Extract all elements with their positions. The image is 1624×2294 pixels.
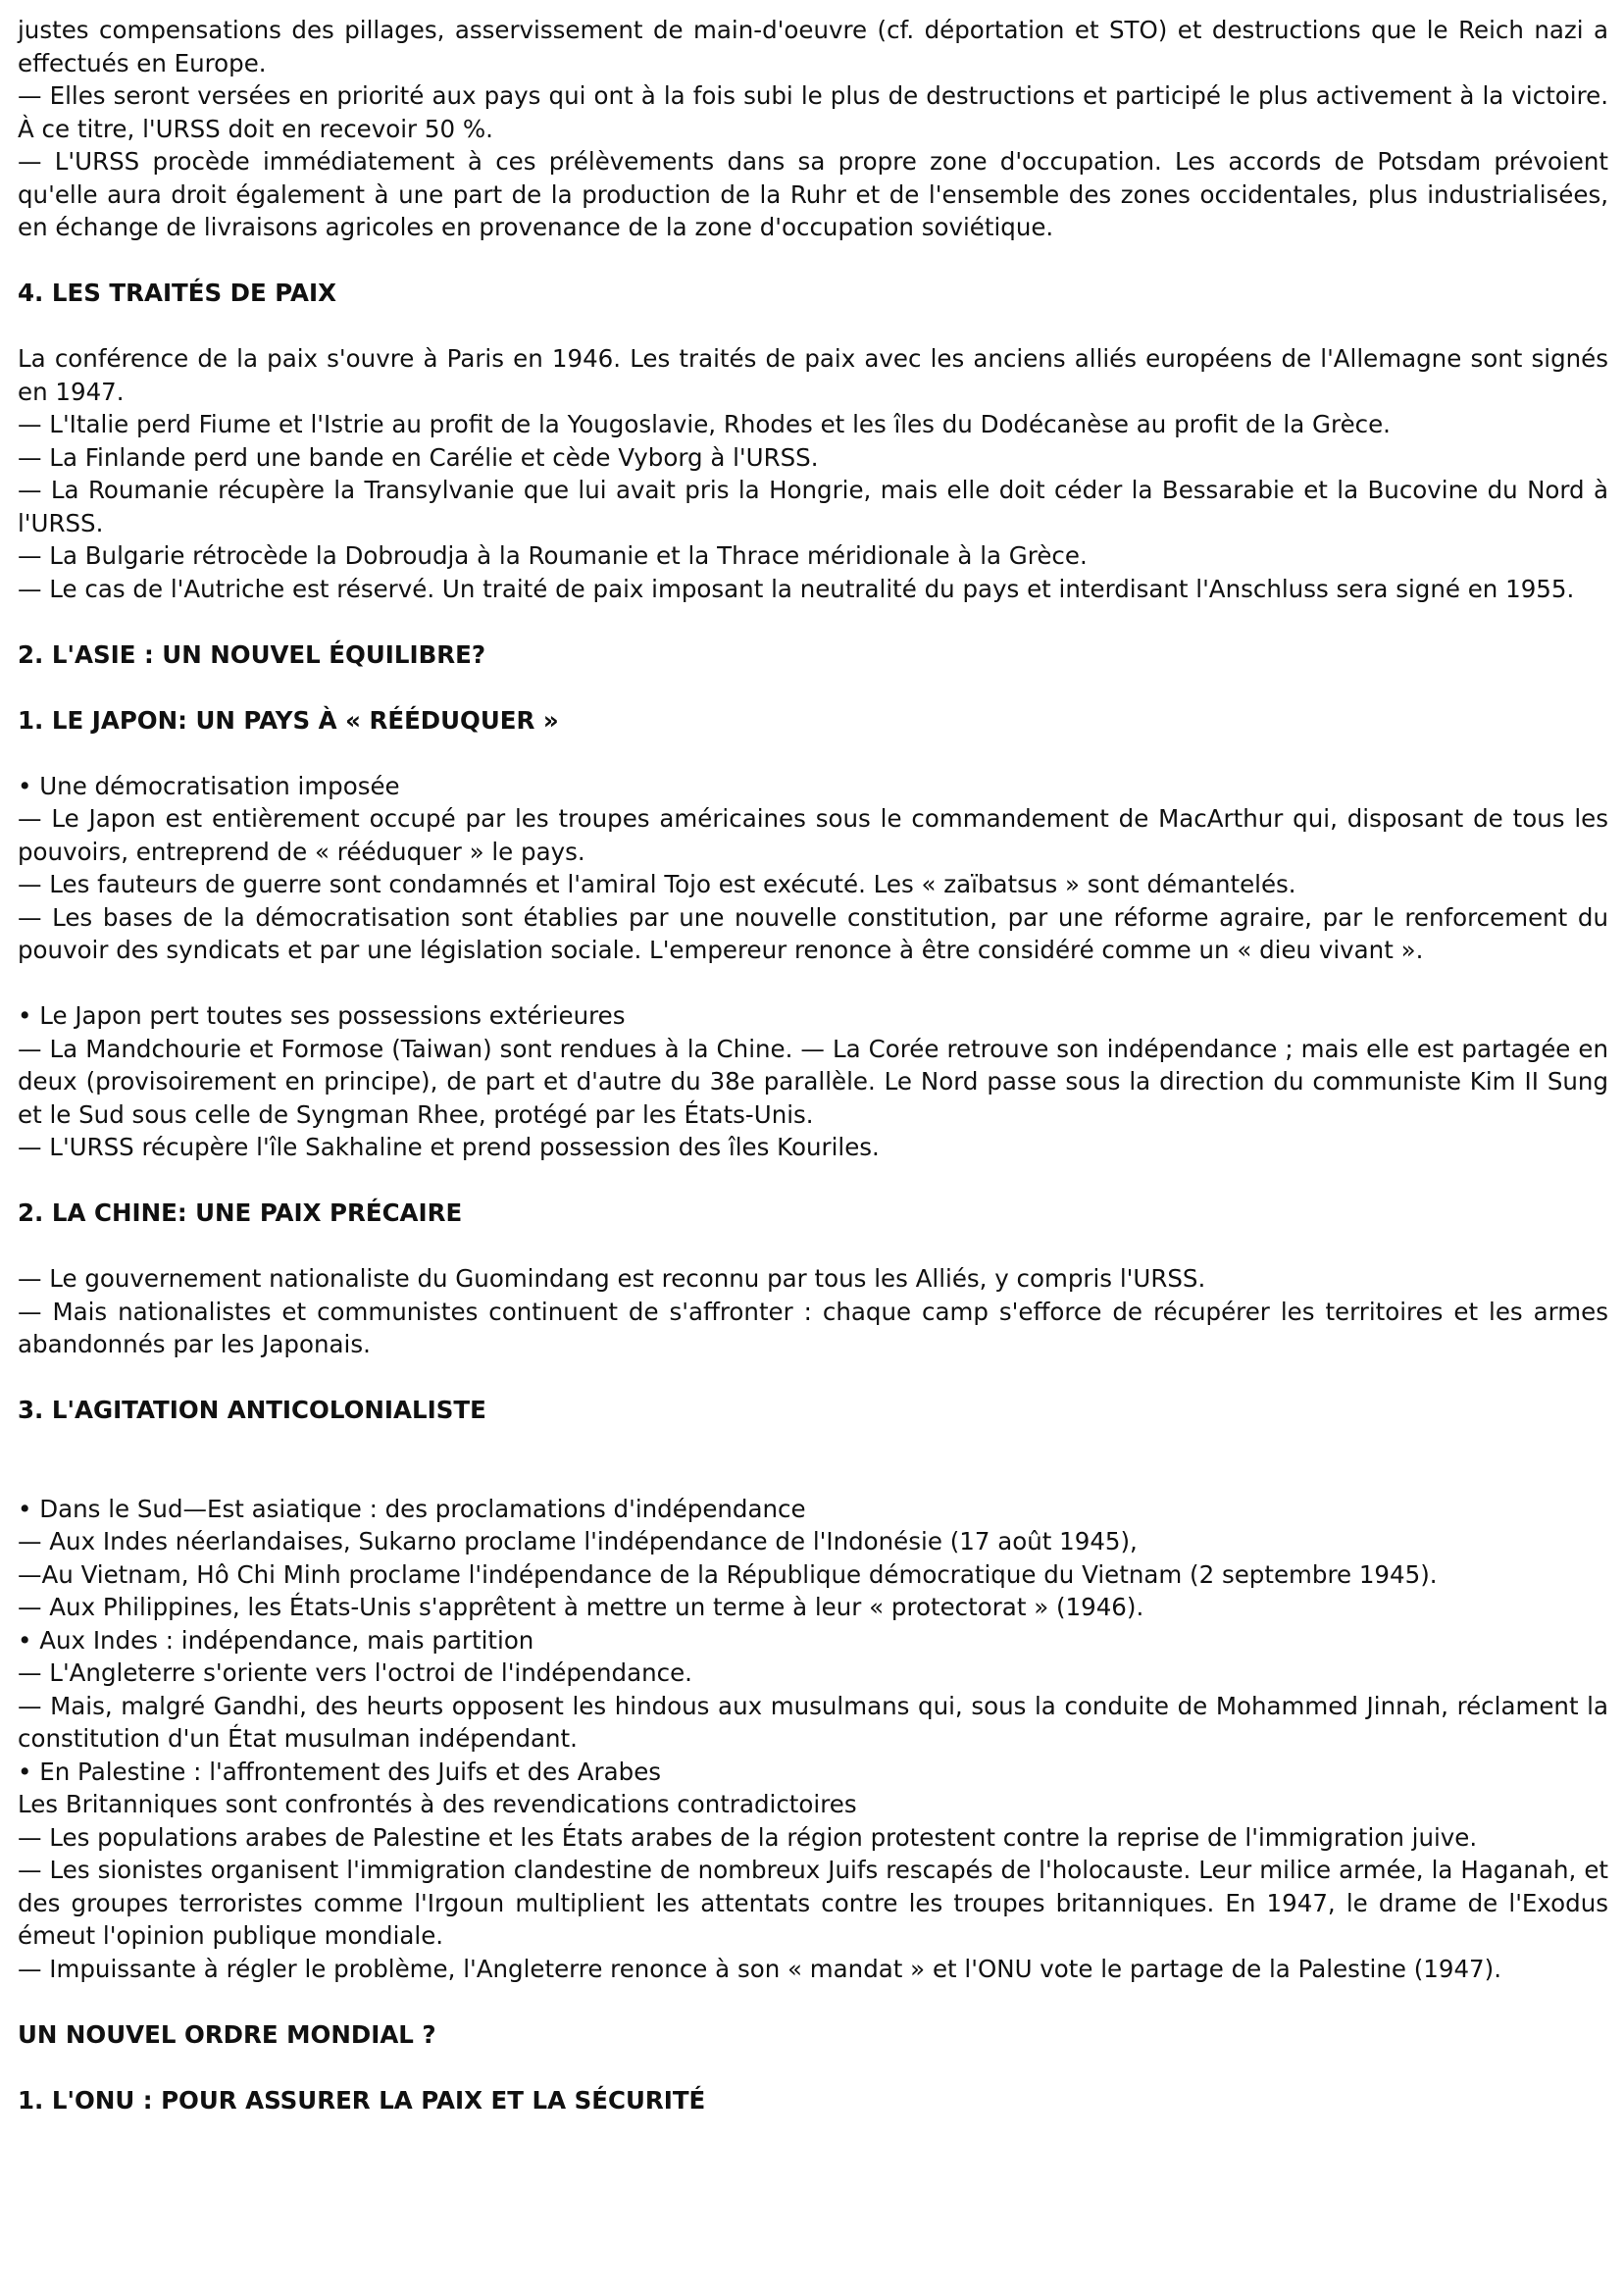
traites-paragraph: — La Roumanie récupère la Transylvanie que lui avait pris la Hongrie, mais elle doit céder la Bessarabie et la Bucovine du Nord à l'URSS. [18,476,1608,537]
traites-paragraph: — La Finlande perd une bande en Carélie et cède Vyborg à l'URSS. [18,442,819,472]
section-heading-asie: 2. L'ASIE : UN NOUVEL ÉQUILIBRE? [18,639,486,669]
chine-paragraph: — Le gouvernement nationaliste du Guomindang est reconnu par tous les Alliés, y compris l'URSS. [18,1264,1206,1293]
japon-paragraph: — Les bases de la démocratisation sont établies par une nouvelle constitution, par une réforme agraire, par le renforcement du pouvoir des syndicats et par une législation sociale. L'empereur renonce à être considéré comme un « dieu vivant ». [18,902,1608,964]
section-heading-chine: 2. LA CHINE: UNE PAIX PRÉCAIRE [18,1198,463,1227]
agitation-paragraph: — Impuissante à régler le problème, l'Angleterre renonce à son « mandat » et l'ONU vote le partage de la Palestine (1947). [18,1954,1501,1983]
traites-paragraph: — L'Italie perd Fiume et l'Istrie au profit de la Yougoslavie, Rhodes et les îles du Dodécanèse au profit de la Grèce. [18,410,1391,438]
agitation-paragraph: — Aux Philippines, les États-Unis s'apprêtent à mettre un terme à leur « protectorat » (1946). [18,1593,1144,1621]
intro-paragraph: justes compensations des pillages, asservissement de main-d'oeuvre (cf. déportation et STO) et destructions que le Reich nazi a effectués en Europe. [18,16,1608,77]
traites-paragraph: — Le cas de l'Autriche est réservé. Un traité de paix imposant la neutralité du pays et interdisant l'Anschluss sera signé en 1955. [18,574,1575,603]
agitation-paragraph: • Dans le Sud—Est asiatique : des proclamations d'indépendance [18,1494,806,1523]
agitation-paragraph: — Aux Indes néerlandaises, Sukarno proclame l'indépendance de l'Indonésie (17 août 1945), [18,1527,1138,1555]
chine-paragraph: — Mais nationalistes et communistes continuent de s'affronter : chaque camp s'efforce de récupérer les territoires et les armes abandonnés par les Japonais. [18,1297,1608,1358]
agitation-paragraph: — Mais, malgré Gandhi, des heurts opposent les hindous aux musulmans qui, sous la conduite de Mohammed Jinnah, réclament la constitution d'un État musulman indépendant. [18,1691,1608,1753]
agitation-paragraph: • En Palestine : l'affrontement des Juifs et des Arabes [18,1757,662,1786]
section-heading-ordre: UN NOUVEL ORDRE MONDIAL ? [18,2019,436,2049]
agitation-paragraph: Les Britanniques sont confrontés à des revendications contradictoires [18,1790,857,1818]
agitation-paragraph: —Au Vietnam, Hô Chi Minh proclame l'indépendance de la République démocratique du Vietnam (2 septembre 1945). [18,1559,1438,1589]
japon-paragraph: — Le Japon est entièrement occupé par les troupes américaines sous le commandement de MacArthur qui, disposant de tous les pouvoirs, entreprend de « rééduquer » le pays. [18,804,1608,866]
agitation-paragraph: — L'Angleterre s'oriente vers l'octroi de l'indépendance. [18,1658,692,1687]
section-heading-onu: 1. L'ONU : POUR ASSURER LA PAIX ET LA SÉCURITÉ [18,2085,706,2115]
intro-paragraph: — Elles seront versées en priorité aux pays qui ont à la fois subi le plus de destructions et participé le plus activement à la victoire. À ce titre, l'URSS doit en recevoir 50 %. [18,81,1608,143]
section-heading-japon: 1. LE JAPON: UN PAYS À « RÉÉDUQUER » [18,705,559,735]
japon-paragraph: — Les fauteurs de guerre sont condamnés et l'amiral Tojo est exécuté. Les « zaïbatsus » sont démantelés. [18,870,1296,898]
japon-paragraph: — L'URSS récupère l'île Sakhaline et prend possession des îles Kouriles. [18,1133,880,1161]
agitation-paragraph: — Les sionistes organisent l'immigration clandestine de nombreux Juifs rescapés de l'holocauste. Leur milice armée, la Haganah, et des groupes terroristes comme l'Irgoun multiplient les attentats contre les troupes britanniques. En 1947, le drame de l'Exodus émeut l'opinion publique mondiale. [18,1856,1608,1950]
agitation-paragraph: — Les populations arabes de Palestine et les États arabes de la région protestent contre la reprise de l'immigration juive. [18,1822,1478,1852]
japon-paragraph: • Une démocratisation imposée [18,771,400,800]
japon-paragraph: — La Mandchourie et Formose (Taiwan) sont rendues à la Chine. — La Corée retrouve son indépendance ; mais elle est partagée en deux (provisoirement en principe), de part et d'autre du 38e parallèle. Le Nord passe sous la direction du communiste Kim II Sung et le Sud sous celle de Syngman Rhee, protégé par les États-Unis. [18,1034,1608,1129]
japon-paragraph: • Le Japon pert toutes ses possessions extérieures [18,1001,626,1030]
agitation-paragraph: • Aux Indes : indépendance, mais partition [18,1625,534,1655]
section-heading-traites: 4. LES TRAITÉS DE PAIX [18,279,336,307]
section-heading-agitation: 3. L'AGITATION ANTICOLONIALISTE [18,1396,486,1424]
traites-paragraph: La conférence de la paix s'ouvre à Paris en 1946. Les traités de paix avec les anciens alliés européens de l'Allemagne sont signés en 1947. [18,344,1608,406]
traites-paragraph: — La Bulgarie rétrocède la Dobroudja à la Roumanie et la Thrace méridionale à la Grèce. [18,541,1088,570]
intro-paragraph: — L'URSS procède immédiatement à ces prélèvements dans sa propre zone d'occupation. Les accords de Potsdam prévoient qu'elle aura droit également à une part de la production de la Ruhr et de l'ensemble des zones occidentales, plus industrialisées, en échange de livraisons agricoles en provenance de la zone d'occupation soviétique. [18,147,1608,241]
